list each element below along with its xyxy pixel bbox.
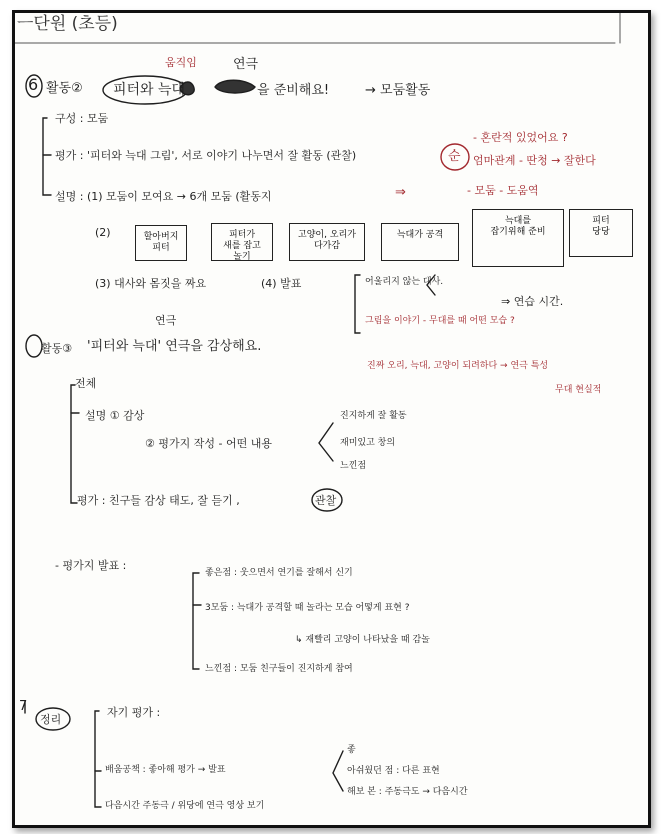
section1-red-note: 움직임 [165, 56, 197, 69]
section2-review: ② 평가지 작성 - 어떤 내용 [145, 437, 272, 450]
section2-title: '피터와 늑대' 연극을 감상해요. [87, 339, 262, 354]
section1-overhead-word: 연극 [233, 57, 259, 72]
section2-evaluation: 평가 : 친구들 감상 태도, 잘 듣기 , [77, 494, 240, 507]
section4-next: 다음시간 주동극 / 위당에 연극 영상 보기 [105, 801, 265, 811]
section3-item-4: 느낀점 : 모둠 친구들이 진지하게 참여 [205, 664, 353, 674]
section2-evaluation-circled: 관찰 [315, 494, 337, 507]
circle-note-circle: 순 [448, 149, 461, 164]
section2-overhead-word: 연극 [155, 314, 177, 327]
step3-label: (3) 대사와 몸짓을 짜요 [95, 277, 207, 290]
right-note-2: ⇒ 연습 시간. [501, 295, 564, 308]
section1-arrow-label: 모둠활동 [380, 83, 431, 98]
section3-item-1: 좋은점 : 웃으면서 연기를 잘해서 신기 [205, 568, 353, 578]
scene-box-3: 고양이, 오리가 다가감 [289, 223, 365, 261]
section4-label: 정리 [40, 713, 62, 726]
circle-note-line-3: - 모둠 - 도움역 [467, 184, 539, 197]
section4-branch-3: 해보 본 : 주동극도 → 다음시간 [347, 787, 468, 797]
section4-learn: 배움공책 : 좋아해 평가 → 발표 [105, 765, 226, 775]
circle-note-arrow-sign: ⇒ [395, 185, 406, 200]
section2-review-point-2: 재미있고 창의 [340, 438, 396, 448]
step2-label: (2) [95, 226, 111, 239]
section1-number: 6 [28, 75, 39, 94]
scene-box-2: 피터가 새를 잡고 놀기 [211, 223, 273, 261]
notebook-page [12, 10, 651, 828]
section2-review-point-3: 느낀점 [340, 461, 367, 471]
step4-label: (4) 발표 [261, 277, 302, 290]
right-note-1: 어울리지 않는 대사. [365, 277, 444, 287]
right-note-3: 그림을 이야기 - 무대를 때 어떤 모습 ? [365, 316, 515, 326]
circle-note-line-1: - 혼란적 있었어요 ? [473, 131, 568, 144]
scene-box-6: 피터 당당 [569, 209, 633, 257]
scene-box-4: 늑대가 공격 [381, 223, 459, 261]
section1-step: 활동② [46, 81, 83, 96]
right-note-5: 무대 현실적 [555, 385, 602, 395]
section2-whole: 전체 [75, 377, 97, 390]
section4-branch-1: 좋 [347, 745, 356, 755]
section4-self-eval: 자기 평가 : [107, 706, 161, 719]
section2-review-point-1: 진지하게 잘 활동 [340, 411, 407, 421]
section1-title-suffix: 을 준비해요! [257, 83, 330, 98]
section4-branch-2: 아쉬웠던 점 : 다른 표현 [347, 766, 440, 776]
section1-arrow: → 모둠활동 [365, 83, 431, 98]
section2-step: 활동③ [41, 342, 73, 355]
section1-evaluation: 평가 : '피터와 늑대 그림', 서로 이야기 나누면서 잘 활동 (관찰) [55, 149, 357, 162]
section2-explain: 설명 ① 감상 [85, 409, 145, 422]
scene-box-5: 늑대를 잡기위해 준비 [472, 209, 564, 267]
section1-composition: 구성 : 모둠 [55, 112, 109, 125]
section3-item-3: ↳ 재빨리 고양이 나타났을 때 감놀 [295, 635, 430, 645]
page-header-title: ㅡ단원 (초등) [17, 14, 118, 34]
section4-number: 7 [19, 699, 28, 714]
circle-note-line-2: 엄마관계 - 딴청 → 잘한다 [473, 154, 596, 167]
section1-title-circled: 피터와 늑대 [113, 82, 186, 98]
section3-item-2: 3모둠 : 늑대가 공격할 때 놀라는 모습 어떻게 표현 ? [205, 603, 410, 613]
right-note-4: 진짜 오리, 늑대, 고양이 되려하다 → 연극 특성 [367, 361, 549, 371]
section1-explanation: 설명 : (1) 모둠이 모여요 → 6개 모둠 (활동지 [55, 190, 272, 203]
scene-box-1: 할아버지 피터 [135, 225, 187, 261]
section3-title: - 평가지 발표 : [55, 559, 127, 572]
